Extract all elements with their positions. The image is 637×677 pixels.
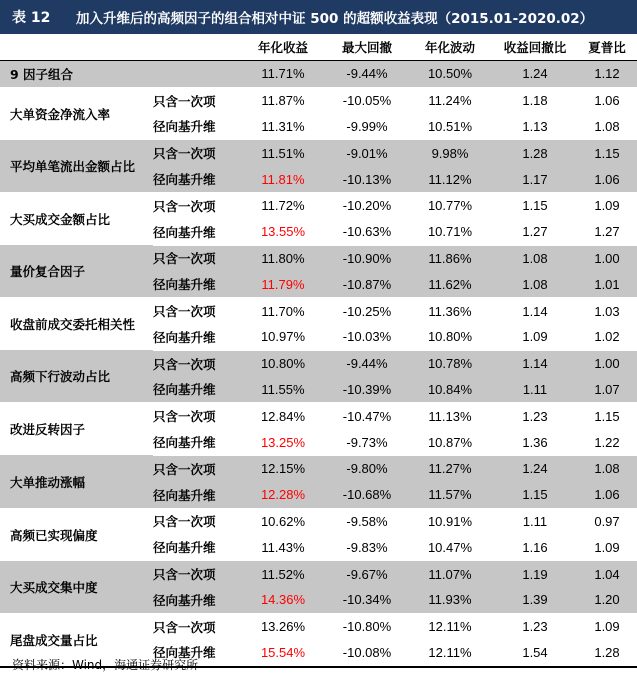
cell-value: 1.39 xyxy=(493,587,577,613)
cell-value: 11.51% xyxy=(239,140,327,166)
cell-value: 1.15 xyxy=(522,198,548,214)
table-row xyxy=(0,245,637,271)
cell-value: 1.23 xyxy=(522,619,548,635)
variant-label: 只含一次项 xyxy=(153,140,239,166)
table-row xyxy=(0,561,637,587)
cell-value: 1.00 xyxy=(577,245,637,271)
cell-value: 1.04 xyxy=(577,561,637,587)
cell-value: -9.99% xyxy=(327,114,407,140)
variant-label: 径向基升维 xyxy=(153,271,239,297)
cell-value: 10.77% xyxy=(427,198,473,214)
cell-value: 12.84% xyxy=(260,408,306,424)
cell-value: 1.15 xyxy=(577,140,637,166)
cell-value: 10.84% xyxy=(407,377,493,403)
cell-value: 11.87% xyxy=(261,93,305,109)
cell-value: 10.80% xyxy=(407,324,493,350)
cell-value: -9.73% xyxy=(327,429,407,455)
cell-value: -9.67% xyxy=(327,561,407,587)
cell-value: -10.63% xyxy=(327,219,407,245)
factor-name: 高频下行波动占比 xyxy=(0,350,153,403)
table-title-bar xyxy=(0,0,637,34)
variant-label: 径向基升维 xyxy=(153,114,239,140)
cell-value: 1.08 xyxy=(493,271,577,297)
variant-label: 只含一次项 xyxy=(153,514,216,530)
highlighted-value: 11.81% xyxy=(239,166,327,192)
cell-value: -10.80% xyxy=(342,619,392,635)
column-header: 收益回撤比 xyxy=(503,40,567,55)
cell-value: 11.62% xyxy=(407,271,493,297)
cell-value: 1.08 xyxy=(577,114,637,140)
cell-value: 11.24% xyxy=(428,93,472,109)
table-row xyxy=(0,350,637,376)
cell-value: -10.03% xyxy=(327,324,407,350)
cell-value: -9.01% xyxy=(327,140,407,166)
cell-value: 1.18 xyxy=(522,93,548,109)
cell-value: 10.97% xyxy=(239,324,327,350)
cell-value: -10.87% xyxy=(327,271,407,297)
cell-value: 1.28 xyxy=(493,140,577,166)
table-row xyxy=(0,298,637,324)
cell-value: 11.07% xyxy=(407,561,493,587)
factor-name: 大单资金净流入率 xyxy=(10,106,111,122)
cell-value: 1.19 xyxy=(493,561,577,587)
cell-value: 11.70% xyxy=(261,303,305,319)
column-header: 最大回撤 xyxy=(341,40,392,55)
variant-label: 只含一次项 xyxy=(153,198,216,214)
cell-value: 1.01 xyxy=(577,271,637,297)
highlighted-value: 13.55% xyxy=(239,219,327,245)
cell-value: 10.91% xyxy=(427,513,473,529)
cell-value: 11.43% xyxy=(239,534,327,560)
cell-value: 1.27 xyxy=(493,219,577,245)
cell-value: -10.34% xyxy=(327,587,407,613)
cell-value: 1.12 xyxy=(577,61,637,88)
column-header: 夏普比 xyxy=(588,40,626,55)
table-row xyxy=(0,140,637,166)
factor-name: 高频已实现偏度 xyxy=(10,527,98,543)
variant-label: 径向基升维 xyxy=(153,166,239,192)
variant-label: 径向基升维 xyxy=(153,377,239,403)
cell-value: -9.83% xyxy=(327,534,407,560)
cell-value: 1.24 xyxy=(493,61,577,88)
cell-value: 10.71% xyxy=(407,219,493,245)
cell-value: 11.57% xyxy=(407,482,493,508)
cell-value: 1.02 xyxy=(577,324,637,350)
cell-value: 1.09 xyxy=(594,619,620,635)
cell-value: 10.51% xyxy=(407,114,493,140)
cell-value: 11.12% xyxy=(407,166,493,192)
factor-name: 大单推动涨幅 xyxy=(0,455,153,508)
cell-value: 10.50% xyxy=(407,61,493,88)
source-note: 资料来源：Wind，海通证券研究所 xyxy=(12,658,199,672)
variant-label: 径向基升维 xyxy=(153,587,239,613)
variant-label: 径向基升维 xyxy=(153,429,239,455)
cell-value: 11.31% xyxy=(239,114,327,140)
cell-value: 1.14 xyxy=(522,303,548,319)
cell-value: 1.09 xyxy=(493,324,577,350)
table-row xyxy=(0,403,637,429)
cell-value: 1.11 xyxy=(493,377,577,403)
cell-value: -10.08% xyxy=(327,640,407,666)
table-row xyxy=(0,613,637,639)
cell-value: 9.98% xyxy=(407,140,493,166)
highlighted-value: 11.79% xyxy=(239,271,327,297)
header-row xyxy=(0,34,637,61)
cell-value: 1.20 xyxy=(577,587,637,613)
cell-value: -10.39% xyxy=(327,377,407,403)
cell-value: 11.27% xyxy=(407,455,493,481)
cell-value: 1.00 xyxy=(577,350,637,376)
cell-value: 11.52% xyxy=(239,561,327,587)
table-title: 加入升维后的高频因子的组合相对中证 500 的超额收益表现（2015.01-2020.02） xyxy=(76,11,594,27)
cell-value: -9.44% xyxy=(327,61,407,88)
cell-value: 12.11% xyxy=(407,640,493,666)
row-label: 9 因子组合 xyxy=(0,61,239,88)
cell-value: 10.47% xyxy=(407,534,493,560)
cell-value: 11.72% xyxy=(261,198,305,214)
header-blank xyxy=(0,34,153,61)
cell-value: 1.54 xyxy=(493,640,577,666)
cell-value: -10.05% xyxy=(342,93,392,109)
cell-value: 11.80% xyxy=(239,245,327,271)
cell-value: 12.15% xyxy=(239,455,327,481)
variant-label: 只含一次项 xyxy=(153,245,239,271)
variant-label: 只含一次项 xyxy=(153,409,216,425)
highlighted-value: 15.54% xyxy=(239,640,327,666)
variant-label: 径向基升维 xyxy=(153,324,239,350)
cell-value: 1.22 xyxy=(577,429,637,455)
cell-value: 10.78% xyxy=(407,350,493,376)
cell-value: 1.36 xyxy=(493,429,577,455)
factor-name: 量价复合因子 xyxy=(0,245,153,298)
cell-value: 1.17 xyxy=(493,166,577,192)
variant-label: 只含一次项 xyxy=(153,619,216,635)
cell-value: 12.11% xyxy=(428,619,472,635)
variant-label: 只含一次项 xyxy=(153,93,216,109)
cell-value: -9.80% xyxy=(327,455,407,481)
cell-value: -10.68% xyxy=(327,482,407,508)
factor-performance-table xyxy=(0,34,637,666)
cell-value: 1.28 xyxy=(577,640,637,666)
table-row xyxy=(0,455,637,481)
variant-label: 径向基升维 xyxy=(153,534,239,560)
table-number: 表 12 xyxy=(12,10,51,26)
header-blank xyxy=(153,34,239,61)
variant-label: 径向基升维 xyxy=(153,219,239,245)
cell-value: 1.16 xyxy=(493,534,577,560)
variant-label: 径向基升维 xyxy=(153,640,239,666)
variant-label: 只含一次项 xyxy=(153,455,239,481)
cell-value: 11.36% xyxy=(428,303,472,319)
variant-label: 只含一次项 xyxy=(153,304,216,320)
factor-name: 平均单笔流出金额占比 xyxy=(0,140,153,193)
cell-value: -9.58% xyxy=(346,513,388,529)
cell-value: 1.08 xyxy=(577,455,637,481)
cell-value: 13.26% xyxy=(260,619,306,635)
cell-value: 1.13 xyxy=(493,114,577,140)
factor-name: 大买成交金额占比 xyxy=(10,212,111,228)
cell-value: 1.09 xyxy=(594,198,620,214)
cell-value: 1.14 xyxy=(493,350,577,376)
cell-value: 11.71% xyxy=(239,61,327,88)
factor-name: 大买成交集中度 xyxy=(0,561,153,614)
table-row xyxy=(0,87,637,113)
cell-value: 10.80% xyxy=(239,350,327,376)
cell-value: 1.06 xyxy=(577,482,637,508)
variant-label: 径向基升维 xyxy=(153,482,239,508)
cell-value: 1.15 xyxy=(594,408,620,424)
cell-value: 10.87% xyxy=(407,429,493,455)
cell-value: 1.15 xyxy=(493,482,577,508)
table-row xyxy=(0,508,637,534)
cell-value: -9.44% xyxy=(327,350,407,376)
cell-value: 11.55% xyxy=(239,377,327,403)
cell-value: 1.27 xyxy=(577,219,637,245)
cell-value: 11.86% xyxy=(407,245,493,271)
cell-value: 1.08 xyxy=(493,245,577,271)
column-header: 年化波动 xyxy=(424,40,475,55)
cell-value: -10.13% xyxy=(327,166,407,192)
cell-value: 1.07 xyxy=(577,377,637,403)
cell-value: 1.23 xyxy=(522,408,548,424)
cell-value: 1.06 xyxy=(594,93,620,109)
highlighted-value: 12.28% xyxy=(239,482,327,508)
factor-name: 尾盘成交量占比 xyxy=(10,632,98,648)
cell-value: -10.20% xyxy=(342,198,392,214)
table-row xyxy=(0,61,637,88)
table-row xyxy=(0,192,637,218)
cell-value: 1.09 xyxy=(577,534,637,560)
cell-value: 11.13% xyxy=(428,408,472,424)
cell-value: 1.06 xyxy=(577,166,637,192)
cell-value: -10.47% xyxy=(342,408,392,424)
cell-value: 1.24 xyxy=(493,455,577,481)
cell-value: 1.11 xyxy=(522,513,548,529)
variant-label: 只含一次项 xyxy=(153,561,239,587)
highlighted-value: 13.25% xyxy=(239,429,327,455)
variant-label: 只含一次项 xyxy=(153,350,239,376)
highlighted-value: 14.36% xyxy=(239,587,327,613)
cell-value: 10.62% xyxy=(260,513,306,529)
factor-name: 改进反转因子 xyxy=(10,422,86,438)
factor-name: 收盘前成交委托相关性 xyxy=(10,317,136,333)
column-header: 年化收益 xyxy=(257,40,308,55)
cell-value: -10.90% xyxy=(327,245,407,271)
cell-value: 11.93% xyxy=(407,587,493,613)
cell-value: 0.97 xyxy=(594,513,620,529)
cell-value: 1.03 xyxy=(594,303,620,319)
cell-value: -10.25% xyxy=(342,303,392,319)
